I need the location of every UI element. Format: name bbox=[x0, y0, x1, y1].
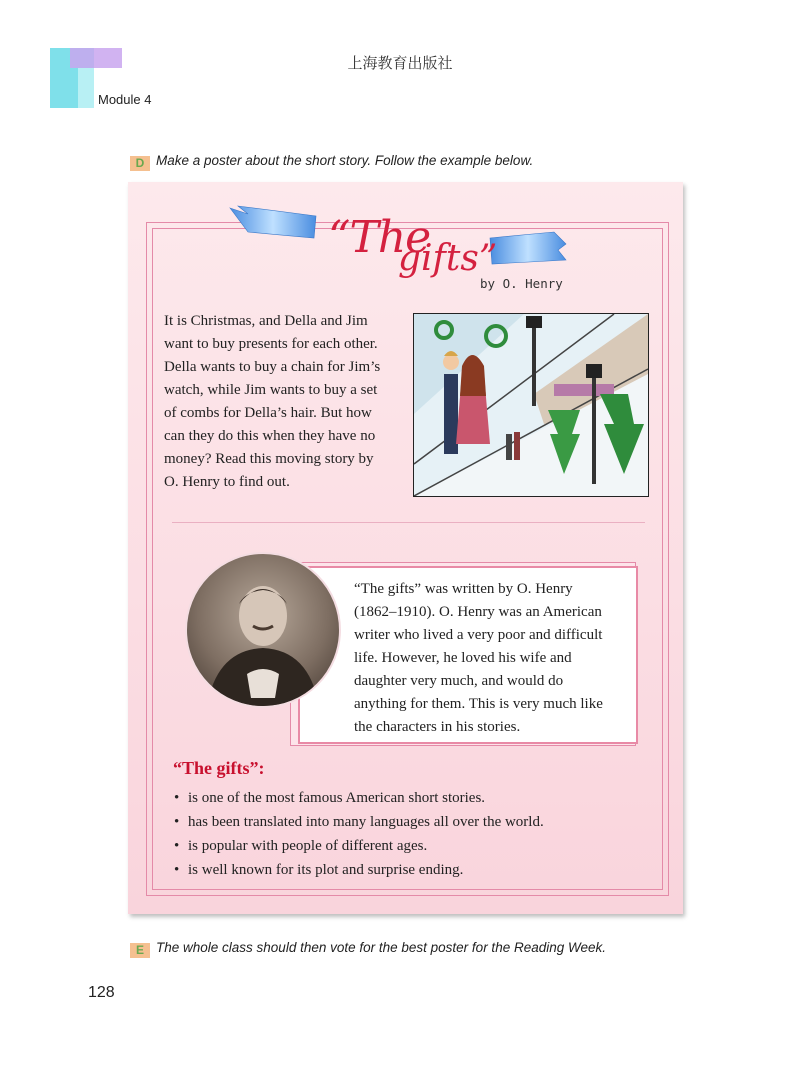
ribbon-right-decoration bbox=[488, 230, 568, 266]
list-item: • has been translated into many languages all over the world. bbox=[172, 810, 544, 834]
facts-heading: “The gifts”: bbox=[173, 758, 265, 778]
author-bio-box bbox=[298, 566, 638, 744]
author-bio-text bbox=[354, 578, 632, 739]
list-item: • is popular with people of different ages. bbox=[172, 834, 544, 858]
facts-list bbox=[172, 786, 544, 882]
publisher-name: 上海教育出版社 bbox=[347, 54, 453, 72]
bio-line: writer who lived a very poor and difficult bbox=[354, 627, 603, 643]
christmas-street-illustration bbox=[413, 313, 649, 497]
bio-line: “The gifts” was written by O. Henry bbox=[354, 581, 573, 597]
intro-line: of combs for Della’s hair. But how bbox=[164, 405, 372, 421]
intro-line: watch, while Jim wants to buy a set bbox=[164, 382, 378, 398]
section-divider bbox=[172, 522, 645, 523]
instruction-e-text: The whole class should then vote for the best poster for the Reading Week. bbox=[156, 940, 607, 955]
poster-title-part1: “The bbox=[328, 212, 431, 263]
story-poster bbox=[128, 182, 683, 914]
poster-byline: by O. Henry bbox=[480, 276, 563, 291]
story-intro bbox=[164, 310, 404, 494]
instruction-d-text: Make a poster about the short story. Follow the example below. bbox=[156, 153, 534, 168]
bio-line: life. However, he loved his wife and bbox=[354, 650, 572, 666]
author-portrait bbox=[185, 552, 341, 708]
intro-line: want to buy presents for each other. bbox=[164, 336, 378, 352]
intro-line: O. Henry to find out. bbox=[164, 474, 290, 490]
poster-title-part2: gifts” bbox=[398, 238, 498, 279]
intro-line: Della wants to buy a chain for Jim’s bbox=[164, 359, 381, 375]
task-letter-e: E bbox=[130, 943, 150, 958]
bio-line: daughter very much, and would do bbox=[354, 673, 564, 689]
intro-line: It is Christmas, and Della and Jim bbox=[164, 313, 368, 329]
intro-line: can they do this when they have no bbox=[164, 428, 376, 444]
list-item: • is well known for its plot and surprise ending. bbox=[172, 858, 544, 882]
bio-line: anything for them. This is very much like bbox=[354, 696, 603, 712]
intro-line: money? Read this moving story by bbox=[164, 451, 374, 467]
task-letter-d: D bbox=[130, 156, 150, 171]
instruction-e bbox=[130, 940, 606, 958]
bio-line: the characters in his stories. bbox=[354, 719, 521, 735]
page-number: 128 bbox=[88, 984, 115, 1001]
bio-line: (1862–1910). O. Henry was an American bbox=[354, 604, 602, 620]
instruction-d bbox=[130, 153, 533, 171]
ribbon-left-decoration bbox=[228, 204, 318, 240]
module-label: Module 4 bbox=[98, 92, 152, 107]
list-item: • is one of the most famous American short stories. bbox=[172, 786, 544, 810]
